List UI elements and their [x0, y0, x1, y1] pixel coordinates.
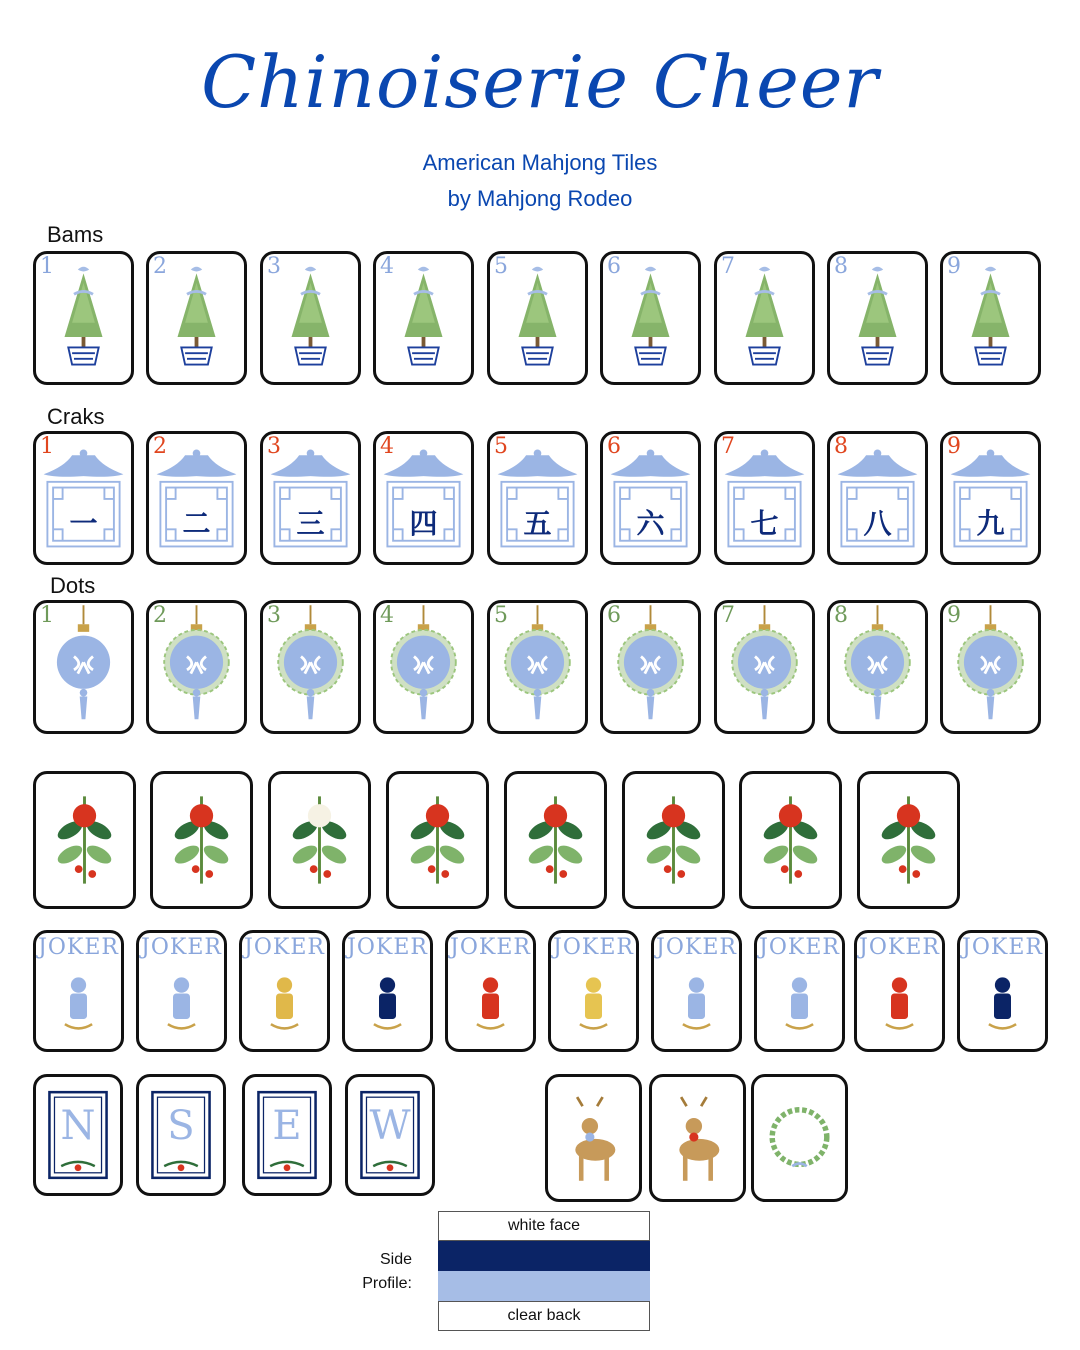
crak-character: 一 [69, 507, 98, 540]
topiary-icon [943, 254, 1038, 382]
pagoda-frame-icon [603, 434, 698, 562]
tile-number: 7 [721, 434, 735, 459]
crak-character: 八 [863, 507, 892, 540]
joker-label: JOKER [244, 935, 325, 960]
bam-tile [714, 251, 815, 385]
tile-number: 4 [380, 254, 394, 279]
tile-number: 2 [153, 254, 167, 279]
nativity-icon [654, 933, 739, 1049]
bam-tile [33, 251, 134, 385]
topiary-icon [376, 254, 471, 382]
topiary-icon [830, 254, 925, 382]
dragon-tile [545, 1074, 642, 1202]
flower-tile [268, 771, 371, 909]
joker-label: JOKER [553, 935, 634, 960]
joker-tile [754, 930, 845, 1052]
ornament-icon [149, 603, 244, 731]
dragon-tile [751, 1074, 848, 1202]
joker-tile [136, 930, 227, 1052]
topiary-icon [603, 254, 698, 382]
wind-letter: E [272, 1103, 302, 1149]
crak-tile [260, 431, 361, 565]
wind-letter: N [60, 1103, 96, 1149]
joker-tile [651, 930, 742, 1052]
bam-tile [487, 251, 588, 385]
dot-tile [33, 600, 134, 734]
dot-tile [714, 600, 815, 734]
pagoda-frame-icon [943, 434, 1038, 562]
clear-back-band: clear back [438, 1301, 650, 1331]
dot-tile [373, 600, 474, 734]
berry-sprig-icon [625, 774, 722, 906]
white-poinsettia-icon [271, 774, 368, 906]
light-blue-band [438, 1271, 650, 1301]
dot-tile [487, 600, 588, 734]
bam-tile [260, 251, 361, 385]
reindeer-blue-bow-icon [548, 1077, 639, 1199]
tile-number: 8 [834, 434, 848, 459]
tile-number: 1 [40, 254, 54, 279]
side-profile-legend [438, 1211, 650, 1331]
wind-tile [242, 1074, 332, 1196]
poinsettia-holly-icon [742, 774, 839, 906]
topiary-icon [263, 254, 358, 382]
sleigh-icon [960, 933, 1045, 1049]
flower-tile [857, 771, 960, 909]
stocking-icon [857, 933, 942, 1049]
dot-tile [600, 600, 701, 734]
tile-number: 9 [947, 434, 961, 459]
tile-number: 5 [494, 434, 508, 459]
crak-character: 二 [182, 507, 211, 540]
ornament-icon [36, 603, 131, 731]
tile-number: 1 [40, 603, 54, 628]
tile-number: 5 [494, 254, 508, 279]
ornament-icon [943, 603, 1038, 731]
crak-tile [827, 431, 928, 565]
wreath-icon [754, 1077, 845, 1199]
wind-tile [136, 1074, 226, 1196]
tile-number: 2 [153, 434, 167, 459]
subtitle-line1: American Mahjong Tiles [422, 150, 658, 175]
section-label-bams: Bams [47, 222, 104, 247]
side-profile-label [340, 1248, 412, 1296]
flower-tile [386, 771, 489, 909]
joker-label: JOKER [859, 935, 940, 960]
pagoda-frame-icon [263, 434, 358, 562]
tile-number: 8 [834, 254, 848, 279]
red-poinsettia-icon [389, 774, 486, 906]
joker-label: JOKER [141, 935, 222, 960]
wind-tile [33, 1074, 123, 1196]
section-label-craks: Craks [47, 404, 105, 429]
tile-number: 6 [607, 603, 621, 628]
pagoda-frame-icon [36, 434, 131, 562]
dragon-tile [649, 1074, 746, 1202]
wind-tile [345, 1074, 435, 1196]
joker-label: JOKER [450, 935, 531, 960]
joker-tile [548, 930, 639, 1052]
crak-tile [714, 431, 815, 565]
ornament-icon [263, 603, 358, 731]
tile-number: 3 [267, 603, 281, 628]
joker-tile [33, 930, 124, 1052]
crak-tile [373, 431, 474, 565]
mistletoe-ribbon-icon [36, 774, 133, 906]
tile-number: 4 [380, 434, 394, 459]
joker-tile [239, 930, 330, 1052]
ballerina-icon [139, 933, 224, 1049]
side-profile-label-line2: Profile: [362, 1275, 412, 1292]
page-title: Chinoiserie Cheer [201, 40, 879, 124]
topiary-icon [149, 254, 244, 382]
crak-character: 七 [750, 507, 779, 540]
angel-icon [757, 933, 842, 1049]
flower-tile [622, 771, 725, 909]
holly-sprig-icon [860, 774, 957, 906]
tile-number: 3 [267, 254, 281, 279]
crak-tile [487, 431, 588, 565]
joker-label: JOKER [759, 935, 840, 960]
tile-number: 8 [834, 603, 848, 628]
tile-number: 6 [607, 434, 621, 459]
dot-tile [940, 600, 1041, 734]
joker-tile [957, 930, 1048, 1052]
ornament-icon [490, 603, 585, 731]
dot-tile [260, 600, 361, 734]
crak-tile [33, 431, 134, 565]
ornament-icon [603, 603, 698, 731]
tile-number: 5 [494, 603, 508, 628]
wind-letter: S [167, 1103, 195, 1149]
crak-character: 五 [523, 507, 552, 540]
mistletoe-bow-icon [153, 774, 250, 906]
joker-tile [854, 930, 945, 1052]
joker-label: JOKER [962, 935, 1043, 960]
bam-tile [827, 251, 928, 385]
crak-character: 三 [296, 507, 325, 540]
crak-tile [940, 431, 1041, 565]
white-face-band: white face [438, 1211, 650, 1241]
flower-tile [504, 771, 607, 909]
subtitle-line2: by Mahjong Rodeo [447, 186, 633, 211]
navy-band [438, 1241, 650, 1271]
tile-number: 7 [721, 254, 735, 279]
topiary-icon [717, 254, 812, 382]
joker-tile [445, 930, 536, 1052]
ornament-icon [376, 603, 471, 731]
side-profile-label-line1: Side [379, 1251, 412, 1268]
cardinal-icon [448, 933, 533, 1049]
section-label-dots: Dots [50, 573, 96, 598]
pagoda-frame-icon [149, 434, 244, 562]
tile-number: 7 [721, 603, 735, 628]
flower-tile [33, 771, 136, 909]
tile-number: 6 [607, 254, 621, 279]
crak-character: 六 [636, 507, 665, 540]
reindeer-red-bow-icon [652, 1077, 743, 1199]
wind-letter: W [369, 1103, 411, 1149]
pagoda-frame-icon [376, 434, 471, 562]
flower-tile [150, 771, 253, 909]
bam-tile [600, 251, 701, 385]
joker-label: JOKER [347, 935, 428, 960]
joker-tile [342, 930, 433, 1052]
bottlebrush-icon [507, 774, 604, 906]
tile-number: 9 [947, 603, 961, 628]
gift-icon [345, 933, 430, 1049]
topiary-icon [490, 254, 585, 382]
crak-character: 四 [409, 507, 438, 540]
joker-label: JOKER [38, 935, 119, 960]
bam-tile [146, 251, 247, 385]
ornament-icon [717, 603, 812, 731]
tile-number: 9 [947, 254, 961, 279]
joker-label: JOKER [656, 935, 737, 960]
bam-tile [373, 251, 474, 385]
topiary-icon [36, 254, 131, 382]
tile-number: 4 [380, 603, 394, 628]
crak-tile [146, 431, 247, 565]
flower-tile [739, 771, 842, 909]
nutcracker-icon [36, 933, 121, 1049]
dot-tile [827, 600, 928, 734]
pagoda-frame-icon [490, 434, 585, 562]
crak-tile [600, 431, 701, 565]
tile-number: 3 [267, 434, 281, 459]
tile-number: 2 [153, 603, 167, 628]
bells-icon [242, 933, 327, 1049]
pagoda-frame-icon [830, 434, 925, 562]
tile-number: 1 [40, 434, 54, 459]
dot-tile [146, 600, 247, 734]
star-icon [551, 933, 636, 1049]
ornament-icon [830, 603, 925, 731]
bam-tile [940, 251, 1041, 385]
crak-character: 九 [976, 507, 1005, 540]
pagoda-frame-icon [717, 434, 812, 562]
